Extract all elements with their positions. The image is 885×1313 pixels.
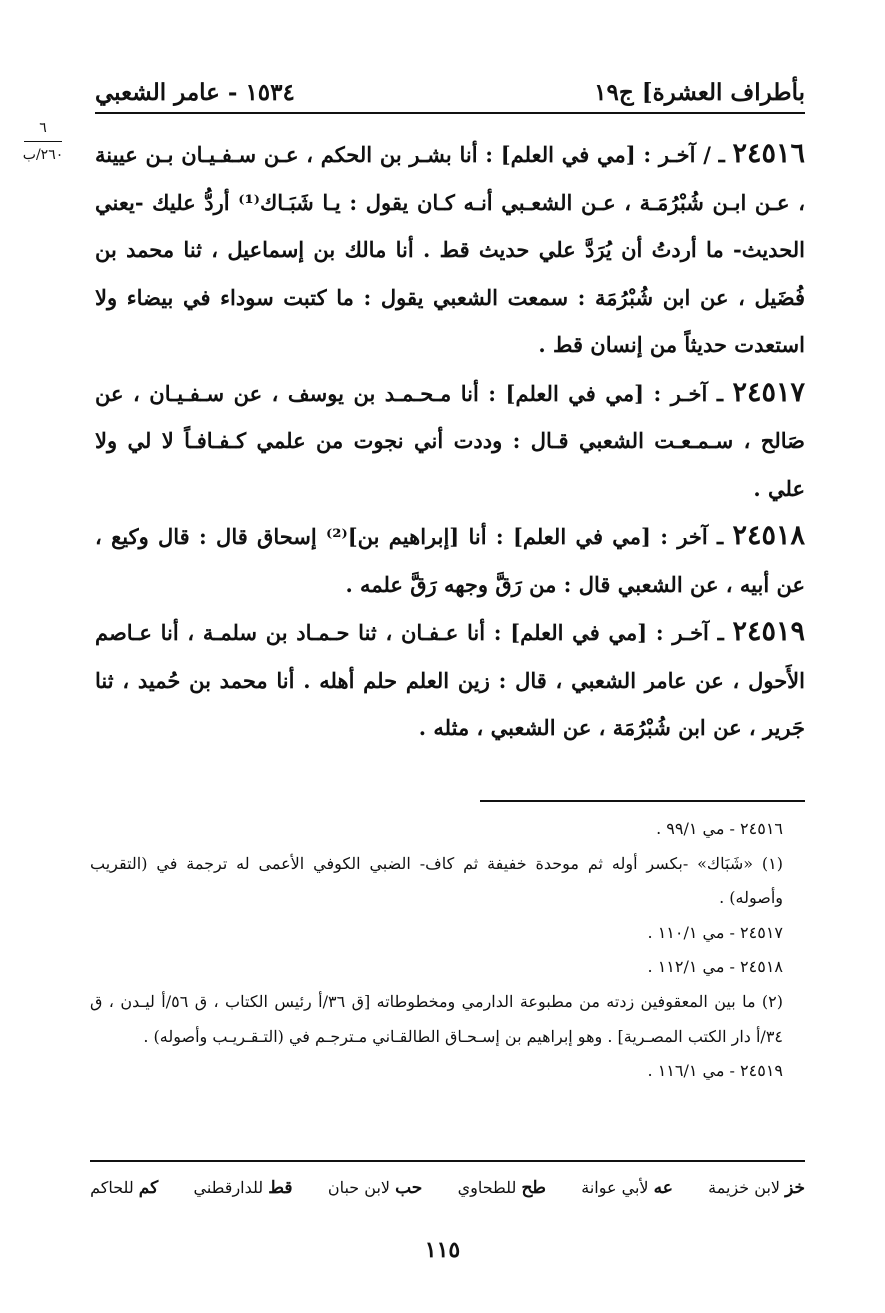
footnote-note: (٢) ما بين المعقوفين زدته من مطبوعة الدارمي ومخطوطاته [ق ٣٦/أ رئيس الكتاب ، ق ٥٦/أ ليـدن ، ق ٣٤/أ دار الكتب المصـرية] . وهو إبراهيم بن إسـحـاق الطالقـاني مـترجـم في (التـقـريـب وأصوله) . [90,991,784,1046]
margin-note-divider [24,141,62,142]
abbreviation-name: للدارقطني [193,1178,264,1197]
abbreviation-name: لابن خزيمة [708,1178,781,1197]
abbreviation-item [708,1178,805,1198]
entry-number: ٢٤٥١٦ [732,138,805,169]
abbreviation-code: حب [395,1178,423,1198]
footnote-source: ٢٤٥١٩ - مي ١١٦/١ . [647,1061,783,1081]
margin-note [18,120,68,163]
abbreviation-item [90,1178,158,1198]
footnotes [90,812,805,1089]
abbreviation-item [328,1178,422,1198]
entry-text: ـ آخـر : [مي في العلم] : أنا مـحـمـد بن يوسف ، عن سـفـيـان ، عن صَالح ، سـمـعـت الشعبي قـال : وددت أني نجوت من علمي كـفـافـاً لا لي ولا علي . [95,380,805,501]
abbreviation-code: عه [653,1178,673,1198]
entry-text: ـ / آخـر : [مي في العلم] : أنا بشـر بن الحكم ، عـن سـفـيـان بـن عيينة ، عـن ابـن شُبْرُمَـة ، عـن الشعـبي أنـه كـان يقول : يـا شَبَـاك⁽¹⁾ أردُّ عليك -يعني الحديث- ما أردتُ أن يُرَدَّ علي حديث قط . أنا مالك بن إسماعيل ، ثنا محمد بن فُضَيل ، عن ابن شُبْرُمَة : سمعت الشعبي يقول : ما كتبت سوداء في بيضاء ولا استعدت حديثاً من إنسان قط . [95,142,805,357]
entry-number: ٢٤٥١٩ [732,616,805,647]
abbreviation-code: كم [138,1178,159,1198]
abbreviation-code: طح [521,1178,546,1198]
entry-text: ـ آخر : [مي في العلم] : أنا [إبراهيم بن]⁽²⁾ إسحاق قال : قال وكيع ، عن أبيه ، عن الشعبي قال : من رَقَّ وجهه رَقَّ علمه . [95,524,805,597]
footnote-source: ٢٤٥١٨ - مي ١١٢/١ . [647,957,783,977]
header-chapter-title: ١٥٣٤ - عامر الشعبي [95,79,295,106]
abbreviations-key [90,1178,805,1198]
margin-note-top: ٦ [39,120,47,136]
hadith-entry [95,369,805,513]
abbreviation-code: خز [785,1178,805,1198]
entry-number: ٢٤٥١٧ [732,376,805,408]
hadith-entry [95,608,805,752]
entry-text: ـ آخـر : [مي في العلم] : أنا عـفـان ، ثنا حـمـاد بن سلمـة ، أنا عـاصم الأَحول ، عن عامر الشعبي ، قال : زين العلم حلم أهله . أنا محمد بن حُميد ، ثنا جَرير ، عن ابن شُبْرُمَة ، عن الشعبي ، مثله . [95,620,805,740]
abbreviation-name: للطحاوي [457,1178,517,1197]
entry-number: ٢٤٥١٨ [732,520,805,551]
abbreviation-name: لأبي عوانة [581,1178,649,1197]
header-book-title: بأطراف العشرة] ج١٩ [594,79,805,106]
hadith-entry [95,512,805,608]
abbreviation-item [458,1178,546,1198]
abbreviation-item [194,1178,293,1198]
abbreviation-name: للحاكم [90,1178,134,1197]
abbreviation-item [581,1178,673,1198]
abbreviations-rule [90,1160,805,1162]
main-text [95,130,805,752]
page-number: ١١٥ [424,1237,461,1263]
hadith-entry [95,130,805,369]
header-rule [95,112,805,114]
abbreviation-code: قط [268,1178,293,1198]
footnote-source: ٢٤٥١٦ - مي ٩٩/١ . [656,819,783,838]
footnote-rule [480,800,805,802]
footnote-note: (١) «شَبَاك» -بكسر أوله ثم موحدة خفيفة ثم كاف- الضبي الكوفي الأعمى له ترجمة في (التقريب وأصوله) . [90,853,783,908]
margin-note-bottom: ٢٦٠/ب [22,147,64,163]
abbreviation-name: لابن حبان [327,1178,391,1197]
footnote-source: ٢٤٥١٧ - مي ١١٠/١ . [647,922,783,942]
running-header [95,72,805,106]
